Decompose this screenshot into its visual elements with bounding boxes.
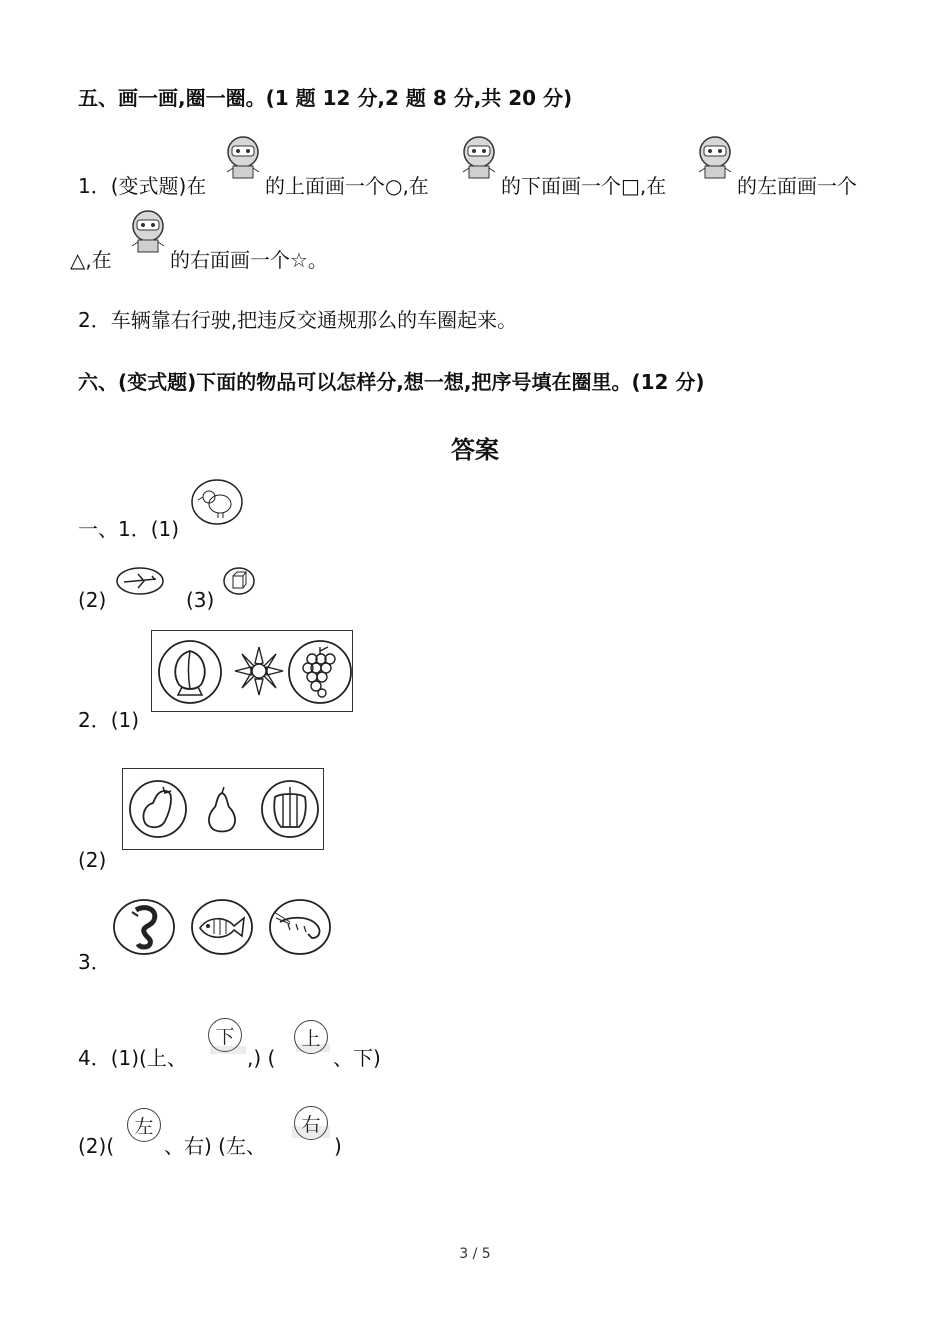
chick-circle-icon [190, 478, 244, 526]
answers-title: 答案 [451, 436, 499, 464]
q2-text: 2．车辆靠右行驶,把违反交通规那么的车圈起来。 [78, 308, 518, 332]
answer-2-2-box [122, 768, 324, 850]
q1-line2-start: △,在 [70, 248, 112, 272]
answer-4-2-mid: 、右) (左、 [164, 1134, 266, 1158]
robot-icon [695, 134, 735, 184]
q1-seg-left: 的左面画一个 [737, 174, 857, 198]
answer-4-1-circle-down: 下 [208, 1018, 242, 1052]
q1-seg-up: 的上面画一个○,在 [265, 174, 429, 198]
answer-3-label: 3． [78, 950, 111, 974]
fish-circle-icon [190, 898, 254, 956]
flower-icon [232, 643, 286, 699]
robot-icon [459, 134, 499, 184]
answer-4-1-circle-up: 上 [294, 1020, 328, 1054]
q1-seg-right: 的右面画一个☆。 [170, 248, 328, 272]
section-6-heading: 六、(变式题)下面的物品可以怎样分,想一想,把序号填在圈里。(12 分) [78, 370, 705, 394]
q1-seg-down: 的下面画一个□,在 [501, 174, 667, 198]
peach-circle-icon [156, 637, 224, 707]
pepper-circle-icon [259, 777, 321, 841]
answer-4-2-circle-left: 左 [127, 1108, 161, 1142]
robot-icon [223, 134, 263, 184]
seahorse-circle-icon [112, 898, 176, 956]
answer-2-1-box [151, 630, 353, 712]
answer-4-1-mid: ,) ( [247, 1046, 276, 1070]
box-circle-icon [222, 566, 256, 596]
answer-4-2-left: (2)( [78, 1134, 115, 1158]
answer-1-3-label: (3) [186, 588, 215, 612]
answer-1-2-label: (2) [78, 588, 107, 612]
shrimp-circle-icon [268, 898, 332, 956]
robot-icon [128, 208, 168, 258]
grape-circle-icon [286, 637, 354, 707]
answer-4-2-circle-right: 右 [294, 1106, 328, 1140]
answer-2-2-label: (2) [78, 848, 107, 872]
q1-prefix: 1．(变式题)在 [78, 174, 207, 198]
page-number: 3 / 5 [459, 1246, 491, 1262]
answer-4-1-right: 、下) [333, 1046, 381, 1070]
section-5-heading: 五、画一画,圈一圈。(1 题 12 分,2 题 8 分,共 20 分) [78, 86, 573, 110]
pear-icon [203, 785, 241, 835]
answer-4-2-right: ) [334, 1134, 342, 1158]
answer-4-1-left: 4．(1)(上、 [78, 1046, 187, 1070]
answer-2-1-label: 2．(1) [78, 708, 140, 732]
answer-1-1-label: 一、1．(1) [78, 517, 180, 541]
airplane-circle-icon [116, 566, 164, 596]
eggplant-circle-icon [127, 777, 189, 841]
